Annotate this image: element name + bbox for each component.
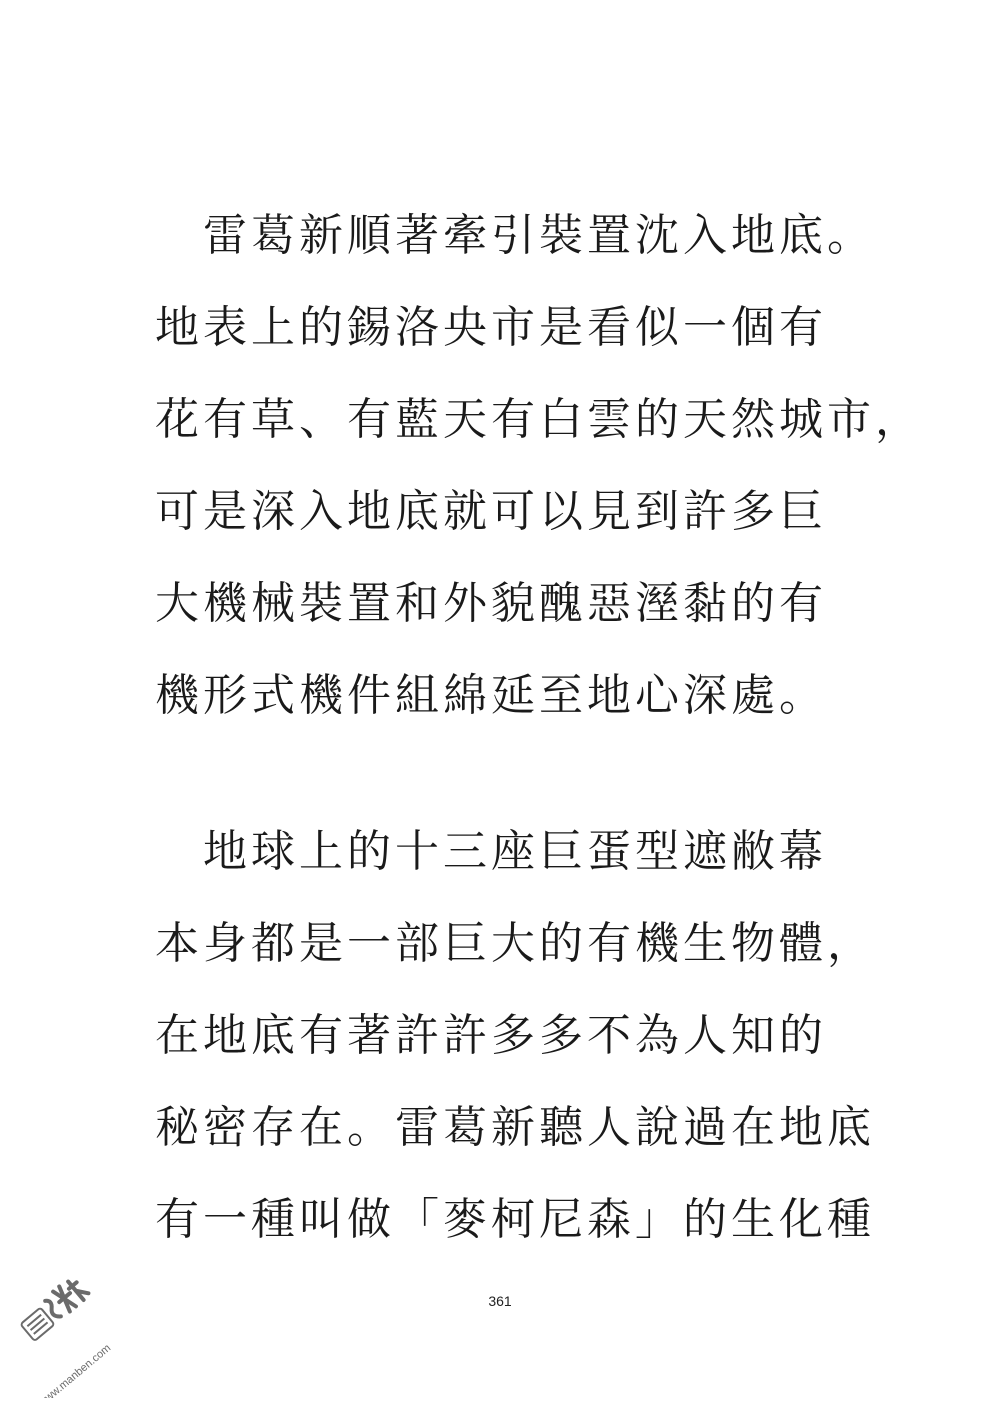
paragraph-spacer <box>155 742 915 806</box>
text-line: 機形式機件組綿延至地心深處。 <box>155 670 827 721</box>
text-line: 在地底有著許許多多不為人知的 <box>155 1010 827 1061</box>
body-text <box>155 190 923 1266</box>
watermark-url: www.manben.com <box>36 1342 114 1398</box>
text-line: 有一種叫做「麥柯尼森」的生化種 <box>155 1194 875 1245</box>
paragraph-2 <box>155 806 915 1266</box>
page-number: 361 <box>488 1293 512 1309</box>
text-line: 可是深入地底就可以見到許多巨 <box>155 486 827 537</box>
text-line: 地表上的錫洛央市是看似一個有 <box>155 302 827 353</box>
paragraph-1 <box>155 190 923 742</box>
text-line: 花有草、有藍天有白雲的天然城市， <box>155 394 923 445</box>
text-line: 本身都是一部巨大的有機生物體， <box>155 918 875 969</box>
text-line: 大機械裝置和外貌醜惡溼黏的有 <box>155 578 827 629</box>
text-line: 地球上的十三座巨蛋型遮敝幕 <box>155 826 827 877</box>
text-line: 秘密存在。雷葛新聽人說過在地底 <box>155 1102 875 1153</box>
text-line: 雷葛新順著牽引裝置沈入地底。 <box>155 210 875 261</box>
manben-logo-icon <box>10 1268 150 1398</box>
